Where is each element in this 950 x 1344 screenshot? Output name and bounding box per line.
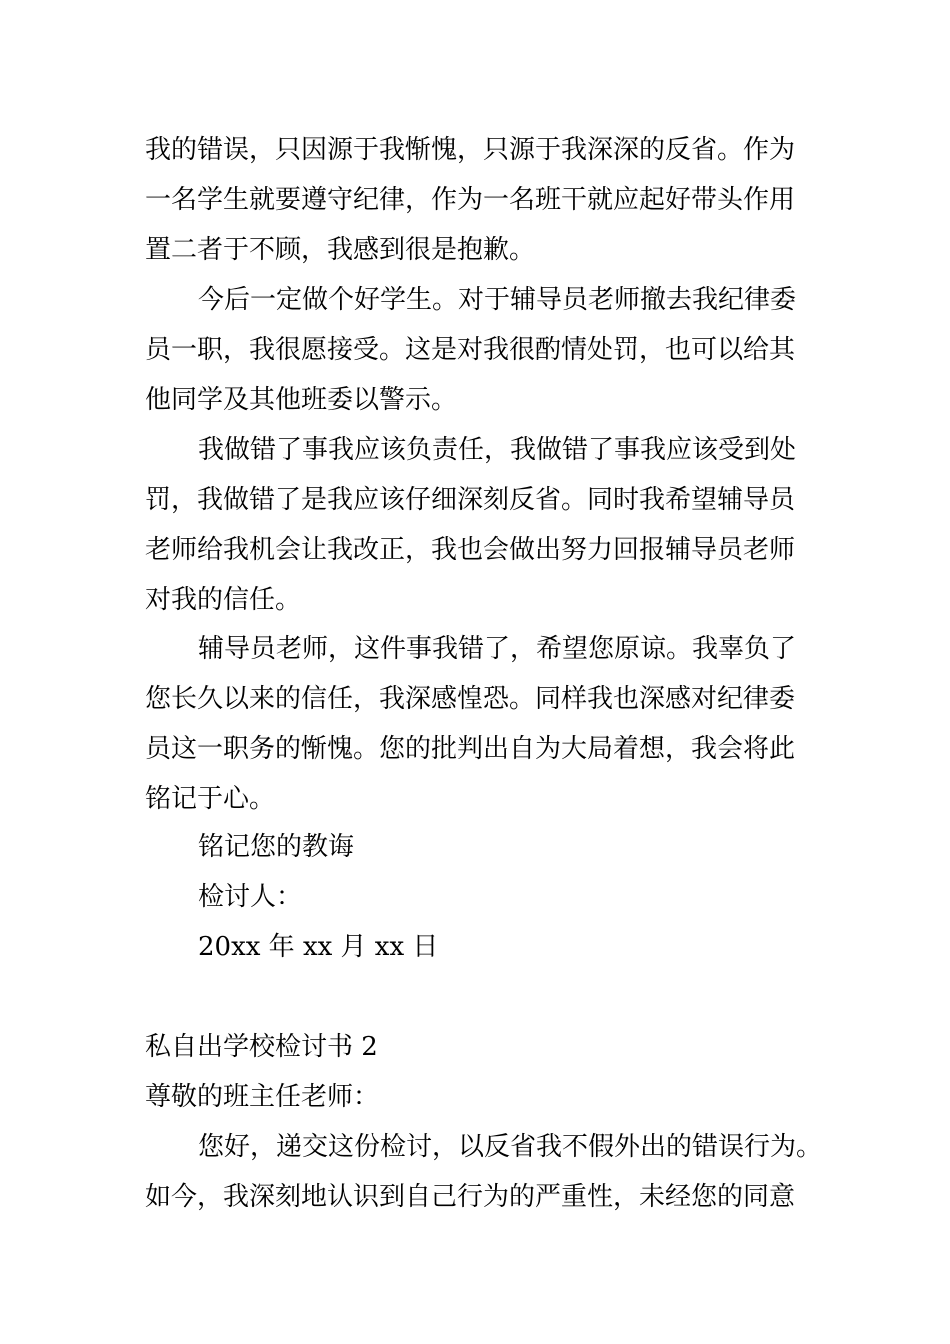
paragraph-1-line-3: 置二者于不顾，我感到很是抱歉。 [145,235,536,265]
paragraph-4-line-3: 员这一职务的惭愧。您的批判出自为大局着想，我会将此 [145,734,796,764]
paragraph-3-line-3: 老师给我机会让我改正，我也会做出努力回报辅导员老师 [145,535,796,565]
section-2-salutation: 尊敬的班主任老师： [145,1082,380,1112]
section-2-title: 私自出学校检讨书 2 [145,1032,378,1062]
paragraph-4-line-4: 铭记于心。 [145,784,276,814]
paragraph-4-line-1: 辅导员老师，这件事我错了，希望您原谅。我辜负了 [198,634,797,664]
paragraph-1-line-1: 我的错误，只因源于我惭愧，只源于我深深的反省。作为 [145,135,796,165]
paragraph-2-line-2: 员一职，我很愿接受。这是对我很酌情处罚，也可以给其 [145,335,796,365]
date-line: 20xx 年 xx 月 xx 日 [198,932,439,962]
paragraph-4-line-2: 您长久以来的信任，我深感惶恐。同样我也深感对纪律委 [145,684,796,714]
section-2-line-2: 如今，我深刻地认识到自己行为的严重性，未经您的同意 [145,1182,796,1212]
paragraph-1-line-2: 一名学生就要遵守纪律，作为一名班干就应起好带头作用 [145,185,796,215]
paragraph-2-line-3: 他同学及其他班委以警示。 [145,385,458,415]
paragraph-3-line-1: 我做错了事我应该负责任，我做错了事我应该受到处 [198,435,797,465]
paragraph-3-line-4: 对我的信任。 [145,585,302,615]
paragraph-3-line-2: 罚，我做错了是我应该仔细深刻反省。同时我希望辅导员 [145,485,796,515]
paragraph-2-line-1: 今后一定做个好学生。对于辅导员老师撤去我纪律委 [198,285,797,315]
closing-line: 铭记您的教诲 [198,832,355,862]
section-2-line-1: 您好，递交这份检讨，以反省我不假外出的错误行为。 [198,1132,823,1162]
signer-label: 检讨人： [198,882,303,912]
